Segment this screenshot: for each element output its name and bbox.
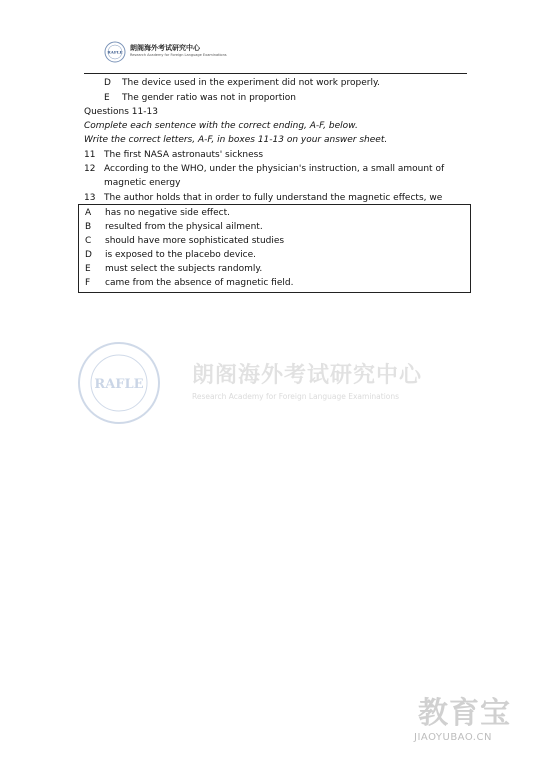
ending-b-letter: B <box>85 222 92 232</box>
ending-d-text: is exposed to the placebo device. <box>105 250 257 260</box>
ending-f-text: came from the absence of magnetic field. <box>105 278 294 288</box>
ending-c-text: should have more sophisticated studies <box>105 236 285 246</box>
instruction-1: Complete each sentence with the correct ending, A-F, below. <box>84 121 358 131</box>
corner-watermark-cn: 教育宝 <box>418 696 511 731</box>
question-13-number: 13 <box>84 193 96 203</box>
header-subtitle: Research Academy for Foreign Language Examinations <box>130 53 227 57</box>
ending-c-letter: C <box>85 236 92 246</box>
option-d-text: The device used in the experiment did not work properly. <box>122 78 380 88</box>
ending-b-text: resulted from the physical ailment. <box>105 222 263 232</box>
instruction-2: Write the correct letters, A-F, in boxes 11-13 on your answer sheet. <box>84 135 388 145</box>
page-header <box>104 41 244 63</box>
corner-watermark <box>414 688 534 748</box>
endings-box <box>78 204 471 293</box>
question-12-text-line1: According to the WHO, under the physician's instruction, a small amount of <box>104 164 445 174</box>
question-12-number: 12 <box>84 164 96 174</box>
corner-watermark-en: JIAOYUBAO.CN <box>414 732 492 743</box>
ending-d-letter: D <box>85 250 92 260</box>
question-13-text: The author holds that in order to fully understand the magnetic effects, we <box>104 193 443 203</box>
ending-a-text: has no negative side effect. <box>105 208 230 218</box>
center-watermark <box>76 340 436 430</box>
question-11-number: 11 <box>84 150 96 160</box>
option-d-letter: D <box>104 78 111 88</box>
question-11-text: The first NASA astronauts' sickness <box>104 150 264 160</box>
ending-e-text: must select the subjects randomly. <box>105 264 263 274</box>
option-e-text: The gender ratio was not in proportion <box>122 93 296 103</box>
rafle-seal-logo <box>104 41 126 63</box>
rafle-seal-watermark <box>76 340 162 426</box>
header-divider <box>84 73 467 74</box>
ending-f-letter: F <box>85 278 91 288</box>
option-e-letter: E <box>104 93 110 103</box>
question-12-text-line2: magnetic energy <box>104 178 181 188</box>
header-title: 朗阁海外考试研究中心 <box>130 44 200 52</box>
section-heading: Questions 11-13 <box>84 107 158 117</box>
svg-text:RAFLE: RAFLE <box>107 49 123 55</box>
ending-e-letter: E <box>85 264 91 274</box>
ending-a-letter: A <box>85 208 92 218</box>
svg-text:RAFLE: RAFLE <box>94 377 144 392</box>
watermark-en: Research Academy for Foreign Language Examinations <box>192 392 400 401</box>
watermark-cn: 朗阁海外考试研究中心 <box>192 363 423 388</box>
